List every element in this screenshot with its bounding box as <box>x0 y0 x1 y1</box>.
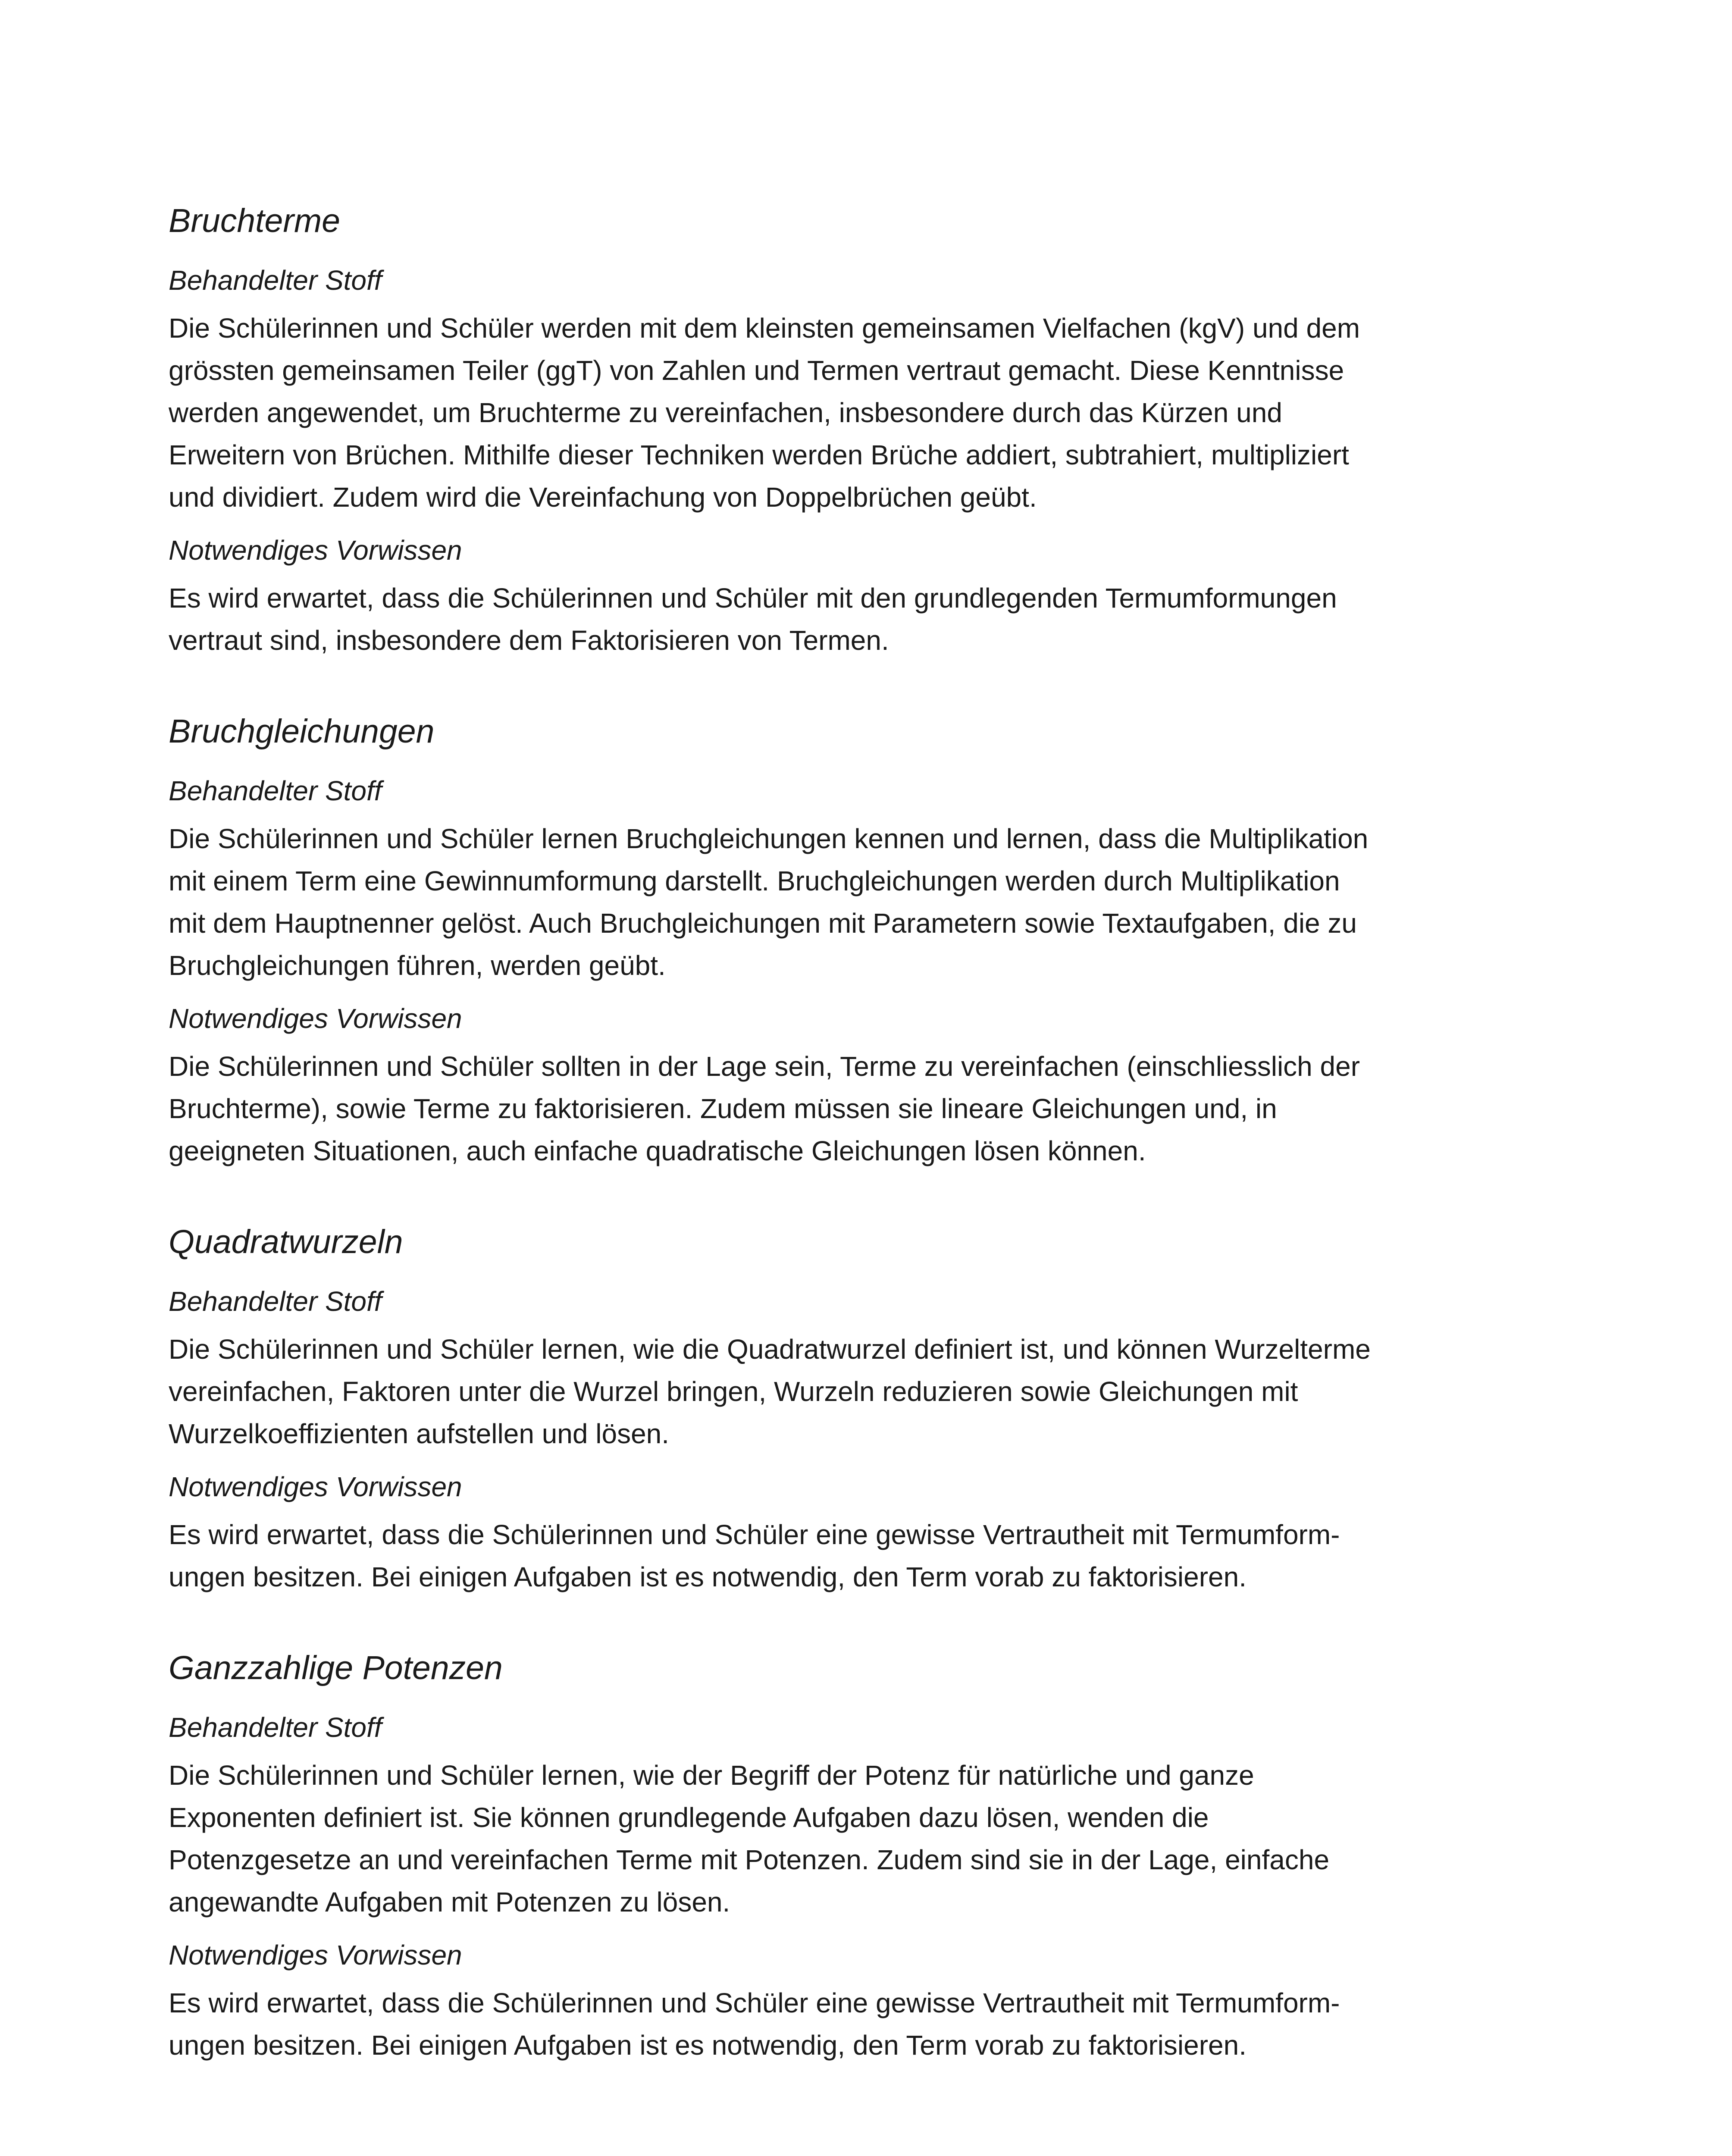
section-title: Quadratwurzeln <box>169 1223 403 1260</box>
vorwissen-paragraph <box>169 577 1501 661</box>
vorwissen-label: Notwendiges Vorwissen <box>169 1940 462 1971</box>
text-line: vertraut sind, insbesondere dem Faktorisieren von Termen. <box>169 625 889 656</box>
stoff-label: Behandelter Stoff <box>169 1286 382 1317</box>
vorwissen-label: Notwendiges Vorwissen <box>169 1003 462 1034</box>
text-line: Es wird erwartet, dass die Schülerinnen und Schüler eine gewisse Vertrautheit mit Termumform- <box>169 1987 1340 2018</box>
text-line: Die Schülerinnen und Schüler lernen, wie der Begriff der Potenz für natürliche und ganze <box>169 1760 1254 1791</box>
stoff-paragraph <box>169 307 1501 518</box>
section-title: Bruchgleichungen <box>169 713 435 750</box>
text-line: Die Schülerinnen und Schüler lernen Bruchgleichungen kennen und lernen, dass die Multiplikation <box>169 823 1369 854</box>
stoff-label: Behandelter Stoff <box>169 1712 382 1743</box>
text-line: vereinfachen, Faktoren unter die Wurzel bringen, Wurzeln reduzieren sowie Gleichungen mit <box>169 1376 1298 1407</box>
section-title: Ganzzahlige Potenzen <box>169 1649 503 1686</box>
text-line: ungen besitzen. Bei einigen Aufgaben ist es notwendig, den Term vorab zu faktorisieren. <box>169 1561 1247 1592</box>
text-line: Es wird erwartet, dass die Schülerinnen und Schüler eine gewisse Vertrautheit mit Termumform- <box>169 1519 1340 1550</box>
stoff-paragraph <box>169 1328 1501 1455</box>
document-content <box>169 199 1501 2115</box>
text-line: angewandte Aufgaben mit Potenzen zu lösen. <box>169 1887 730 1918</box>
text-line: Die Schülerinnen und Schüler sollten in der Lage sein, Terme zu vereinfachen (einschliesslich der <box>169 1051 1360 1082</box>
section-title: Bruchterme <box>169 202 340 239</box>
vorwissen-paragraph <box>169 1982 1501 2066</box>
vorwissen-paragraph <box>169 1514 1501 1598</box>
text-line: werden angewendet, um Bruchterme zu vereinfachen, insbesondere durch das Kürzen und <box>169 397 1282 428</box>
text-line: Es wird erwartet, dass die Schülerinnen und Schüler mit den grundlegenden Termumformungen <box>169 583 1337 614</box>
text-line: Die Schülerinnen und Schüler werden mit dem kleinsten gemeinsamen Vielfachen (kgV) und dem <box>169 313 1360 344</box>
vorwissen-label: Notwendiges Vorwissen <box>169 1471 462 1502</box>
document-page <box>169 0 1501 2156</box>
text-line: Wurzelkoeffizienten aufstellen und lösen. <box>169 1418 670 1449</box>
text-line: und dividiert. Zudem wird die Vereinfachung von Doppelbrüchen geübt. <box>169 482 1037 513</box>
section-bruchterme <box>169 199 1501 661</box>
text-line: Bruchterme), sowie Terme zu faktorisieren. Zudem müssen sie lineare Gleichungen und, in <box>169 1093 1277 1124</box>
text-line: Erweitern von Brüchen. Mithilfe dieser Techniken werden Brüche addiert, subtrahiert, multipliziert <box>169 439 1349 470</box>
text-line: geeigneten Situationen, auch einfache quadratische Gleichungen lösen können. <box>169 1135 1146 1166</box>
text-line: mit einem Term eine Gewinnumformung darstellt. Bruchgleichungen werden durch Multiplikation <box>169 865 1340 896</box>
vorwissen-paragraph <box>169 1045 1501 1172</box>
text-line: mit dem Hauptnenner gelöst. Auch Bruchgleichungen mit Parametern sowie Textaufgaben, die zu <box>169 908 1357 939</box>
stoff-paragraph <box>169 1754 1501 1923</box>
text-line: Exponenten definiert ist. Sie können grundlegende Aufgaben dazu lösen, wenden die <box>169 1802 1209 1833</box>
stoff-label: Behandelter Stoff <box>169 265 382 296</box>
text-line: Bruchgleichungen führen, werden geübt. <box>169 950 666 981</box>
section-quadratwurzeln <box>169 1220 1501 1598</box>
stoff-label: Behandelter Stoff <box>169 775 382 806</box>
text-line: ungen besitzen. Bei einigen Aufgaben ist es notwendig, den Term vorab zu faktorisieren. <box>169 2030 1247 2061</box>
text-line: grössten gemeinsamen Teiler (ggT) von Zahlen und Termen vertraut gemacht. Diese Kenntnisse <box>169 355 1344 386</box>
section-bruchgleichungen <box>169 710 1501 1172</box>
section-ganzzahlige-potenzen <box>169 1646 1501 2066</box>
text-line: Die Schülerinnen und Schüler lernen, wie die Quadratwurzel definiert ist, und können Wurzelterme <box>169 1334 1371 1365</box>
stoff-paragraph <box>169 818 1501 987</box>
vorwissen-label: Notwendiges Vorwissen <box>169 535 462 566</box>
text-line: Potenzgesetze an und vereinfachen Terme mit Potenzen. Zudem sind sie in der Lage, einfache <box>169 1844 1330 1875</box>
